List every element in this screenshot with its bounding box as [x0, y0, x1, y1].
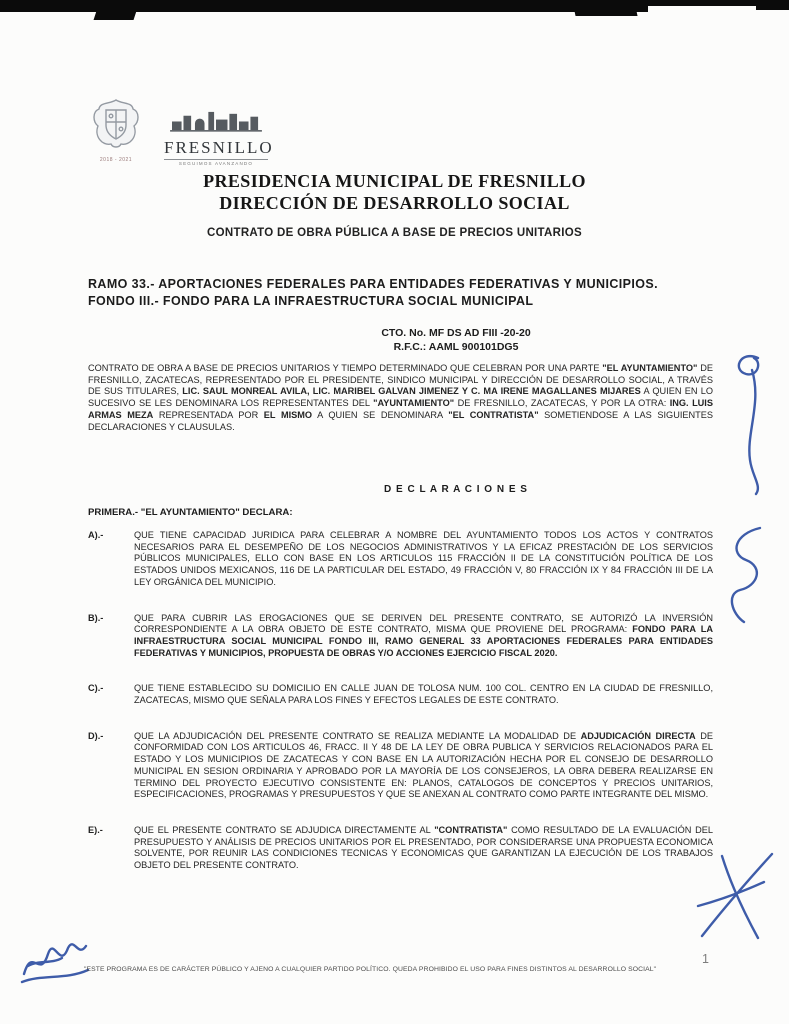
item-text: QUE LA ADJUDICACIÓN DEL PRESENTE CONTRATO SE REALIZA MEDIANTE LA MODALIDAD DE ADJUDICACIÓN DIRECTA DE CONFORMIDAD CON LOS ARTICULOS 46, FRACC. II Y 48 DE LA LEY DE OBRA PUBLICA Y SERVICIOS RELACIONADOS PARA EL ESTADO Y LOS MUNICIPIOS DE ZACATECAS Y CON BASE EN LA AUTORIZACIÓN HECHA POR EL CONSEJO DE DESARROLLO MUNICIPAL EN SESION ORDINARIA Y APROBADO POR LA MAYORÍA DE LOS CONSEJEROS, LA OBRA DEBERA REALIZARSE EN TERMINO DEL PROYECTO EJECUTIVO CONSISTENTE EN: PLANOS, CATALOGOS DE CONCEPTOS Y PRECIOS UNITARIOS, ESPECIFICACIONES, PROGRAMAS Y PRESUPUESTOS Y QUE SE ANEXAN AL CONTRATO COMO PARTE INTEGRANTE DEL MISMO.: [134, 730, 713, 800]
scan-artifact-blob-left: [94, 11, 137, 20]
fresnillo-logo-text: FRESNILLO: [164, 138, 274, 157]
declaracion-item-a: [88, 530, 713, 589]
item-label: B).-: [88, 612, 104, 623]
declaraciones-heading: D E C L A R A C I O N E S: [384, 484, 528, 495]
municipal-seal-logo: [90, 98, 142, 163]
item-text: QUE EL PRESENTE CONTRATO SE ADJUDICA DIRECTAMENTE AL "CONTRATISTA" COMO RESULTADO DE LA EVALUACIÓN DEL PRESUPUESTO Y ANÁLISIS DE PRECIOS UNITARIOS POR EL PRESENTADO, POR CONSIDERARSE UNA PROPUESTA ECONOMICA SOLVENTE, POR REUNIR LAS CONDICIONES TECNICAS Y ECONOMICAS QUE GARANTIZAN LA EJECUCIÓN DE LOS TRABAJOS OBJETO DEL PRESENTE CONTRATO.: [134, 824, 713, 871]
contract-intro-paragraph: CONTRATO DE OBRA A BASE DE PRECIOS UNITARIOS Y TIEMPO DETERMINADO QUE CELEBRAN POR UNA PARTE "EL AYUNTAMIENTO" DE FRESNILLO, ZACATECAS, REPRESENTADO POR EL PRESIDENTE, SINDICO MUNICIPAL Y DIRECCIÓN DE DESARROLLO SOCIAL, A TRAVÉS DE SUS TITULARES, LIC. SAUL MONREAL AVILA, LIC. MARIBEL GALVAN JIMENEZ Y C. MA IRENE MAGALLANES MIJARES A QUIEN EN LO SUCESIVO SE LES DENOMINARA LOS REPRESENTANTES DEL "AYUNTAMIENTO" DE FRESNILLO, ZACATECAS, Y POR LA OTRA: ING. LUIS ARMAS MEZA REPRESENTADA POR EL MISMO A QUIEN SE DENOMINARA "EL CONTRATISTA" SOMETIENDOSE A LAS SIGUIENTES DECLARACIONES Y CLAUSULAS.: [88, 363, 714, 432]
fondo-line: FONDO III.- FONDO PARA LA INFRAESTRUCTURA SOCIAL MUNICIPAL: [88, 293, 534, 308]
signature-ink-right-middle: [712, 520, 774, 630]
declaracion-item-c: [88, 683, 713, 706]
contract-number: CTO. No. MF DS AD FIII -20-20: [381, 327, 531, 339]
fresnillo-logo: [164, 110, 274, 166]
header-logos: [90, 98, 274, 166]
declaracion-item-e: [88, 825, 713, 872]
declaracion-item-b: [88, 613, 713, 660]
scan-artifact-blob-right: [574, 11, 637, 16]
item-label: A).-: [88, 530, 104, 540]
fresnillo-logo-tagline: SEGUIMOS AVANZANDO: [164, 159, 268, 166]
program-heading: [88, 276, 720, 309]
contract-rfc: R.F.C.: AAML 900101DG5: [393, 341, 519, 353]
item-text: QUE TIENE ESTABLECIDO SU DOMICILIO EN CALLE JUAN DE TOLOSA NUM. 100 COL. CENTRO EN LA CIUDAD DE FRESNILLO, ZACATECAS, MISMO QUE SEÑALA PARA LOS FINES Y EFECTOS LEGALES DE ESTE CONTRATO.: [134, 683, 713, 706]
skyline-icon: [166, 110, 266, 132]
signature-ink-right-upper: [712, 348, 782, 498]
declaraciones-list: [88, 530, 713, 896]
item-text: QUE TIENE CAPACIDAD JURIDICA PARA CELEBRAR A NOMBRE DEL AYUNTAMIENTO TODOS LOS ACTOS Y CONTRATOS NECESARIOS PARA EL DESEMPEÑO DE LOS NEGOCIOS ADMINISTRATIVOS Y LA EFICAZ PRESTACIÓN DE LOS SERVICIOS PÚBLICOS MUNICIPALES, ELLO CON BASE EN LOS ARTICULOS 115 FRACCIÓN II DE LA CONSTITUCIÓN POLÍTICA DE LOS ESTADOS UNIDOS MEXICANOS, 116 DE LA PARTICULAR DEL ESTADO, 49 FRACCIÓN V, 80 FRACCIÓN IX Y 84 FRACCIÓN III DE LA LEY ORGÁNICA DEL MUNICIPIO.: [134, 530, 713, 587]
scan-artifact-corner: [756, 0, 789, 10]
signature-ink-bottom-right: [692, 848, 780, 943]
footer-disclaimer: "ESTE PROGRAMA ES DE CARÁCTER PÚBLICO Y AJENO A CUALQUIER PARTIDO POLÍTICO. QUEDA PROHIBIDO EL USO PARA FINES DISTINTOS AL DESARROLLO SOCIAL": [84, 966, 657, 973]
item-label: C).-: [88, 683, 104, 694]
document-subtitle: CONTRATO DE OBRA PÚBLICA A BASE DE PRECIOS UNITARIOS: [207, 227, 582, 239]
contract-reference: [300, 326, 612, 354]
ramo-line: RAMO 33.- APORTACIONES FEDERALES PARA ENTIDADES FEDERATIVAS Y MUNICIPIOS.: [88, 277, 658, 291]
signature-ink-bottom-left: [18, 930, 93, 992]
item-label: D).-: [88, 730, 104, 741]
seal-caption: 2018 - 2021: [99, 157, 133, 163]
title-line-1: PRESIDENCIA MUNICIPAL DE FRESNILLO: [203, 171, 586, 191]
seal-crest-icon: [90, 98, 142, 150]
primera-clause-heading: PRIMERA.- "EL AYUNTAMIENTO" DECLARA:: [88, 507, 293, 518]
item-label: E).-: [88, 824, 103, 835]
item-text: QUE PARA CUBRIR LAS EROGACIONES QUE SE DERIVEN DEL PRESENTE CONTRATO, SE AUTORIZÓ LA INVERSIÓN CORRESPONDIENTE A LA OBRA OBJETO DE ESTE CONTRATO, MISMA QUE PROVIENE DEL PROGRAMA: FONDO PARA LA INFRAESTRUCTURA SOCIAL MUNICIPAL FONDO III, RAMO GENERAL 33 APORTACIONES FEDERALES PARA ENTIDADES FEDERATIVAS Y MUNICIPIOS, PROPUESTA DE OBRAS Y/O ACCIONES EJERCICIO FISCAL 2020.: [134, 612, 713, 658]
title-line-2: DIRECCIÓN DE DESARROLLO SOCIAL: [219, 193, 570, 213]
document-title: [0, 170, 789, 214]
page-number: 1: [702, 952, 709, 966]
declaracion-item-d: [88, 731, 713, 801]
